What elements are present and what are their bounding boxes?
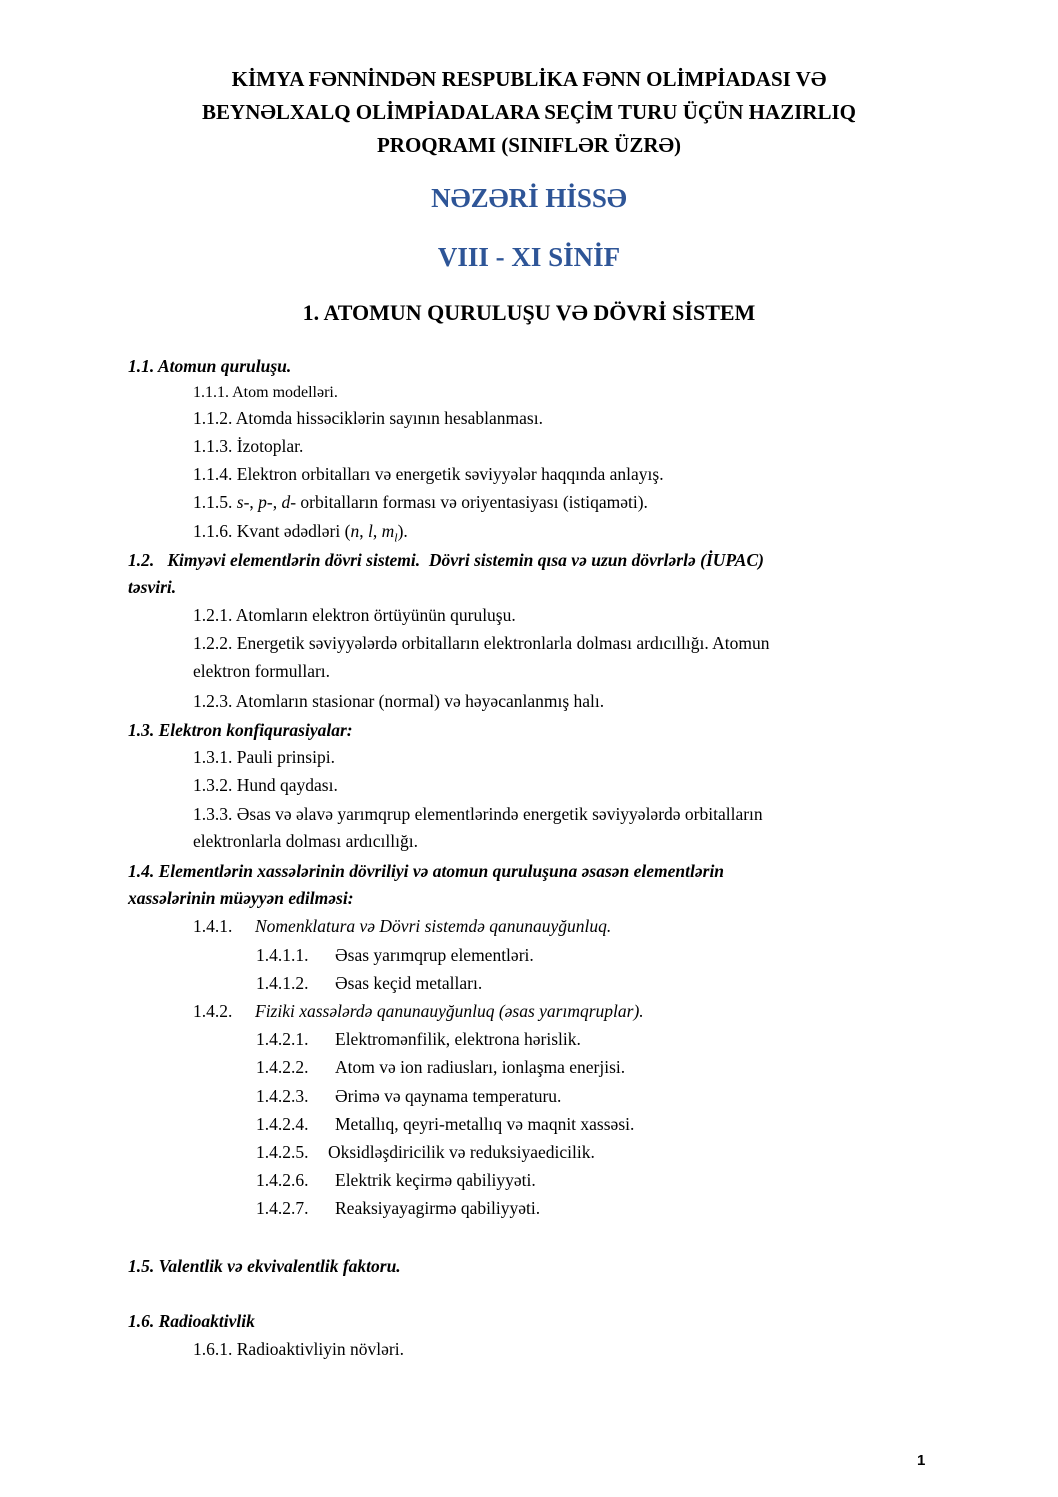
item-1-4-1-2-text: Əsas keçid metalları.: [335, 973, 483, 993]
item-1-4-1: [193, 915, 611, 937]
subsection-1-2-heading-line-1: 1.2. Kimyəvi elementlərin dövri sistemi. Dövri sistemin qısa və uzun dövrlərlə (İUPAC): [128, 550, 764, 570]
item-1-4-2-number: 1.4.2.: [193, 1001, 233, 1021]
item-1-4-2-3-number: 1.4.2.3.: [256, 1086, 309, 1106]
item-1-4-2-6-number: 1.4.2.6.: [256, 1170, 309, 1190]
item-1-4-1-1-text: Əsas yarımqrup elementləri.: [335, 945, 534, 965]
item-1-4-2-text: Fiziki xassələrdə qanunauyğunluq (əsas yarımqruplar).: [255, 1001, 644, 1021]
item-1-4-2-6-text: Elektrik keçirmə qabiliyyəti.: [335, 1170, 536, 1190]
document-title-line-3: PROQRAMI (SINIFLƏR ÜZRƏ): [376, 133, 682, 157]
item-1-4-2-1-text: Elektromənfilik, elektrona hərislik.: [335, 1029, 581, 1049]
subsection-1-3-heading: 1.3. Elektron konfiqurasiyalar:: [128, 720, 353, 740]
item-1-1-3: 1.1.3. İzotoplar.: [193, 436, 304, 456]
item-1-4-2-2-text: Atom və ion radiusları, ionlaşma enerjisi.: [335, 1057, 626, 1077]
grades-heading: VIII - XI SİNİF: [437, 242, 621, 272]
item-1-1-5-number: 1.1.5.: [193, 492, 233, 512]
item-1-4-1-1: [256, 944, 534, 966]
item-1-3-3-line-1: 1.3.3. Əsas və əlavə yarımqrup elementlərində energetik səviyyələrdə orbitalların: [193, 804, 763, 824]
subsection-1-4-heading-line-2: xassələrinin müəyyən edilməsi:: [128, 888, 354, 908]
item-1-2-2-line-1: 1.2.2. Energetik səviyyələrdə orbitalların elektronlarla dolması ardıcıllığı. Atomun: [193, 633, 770, 653]
item-1-4-2-3-text: Ərimə və qaynama temperaturu.: [335, 1086, 562, 1106]
item-1-1-6-m-subscript: l: [394, 530, 398, 545]
document-title-line-2: BEYNƏLXALQ OLİMPİADALARA SEÇİM TURU ÜÇÜN HAZIRLIQ: [202, 100, 856, 124]
page-number: 1: [917, 1452, 926, 1469]
item-1-4-1-text: Nomenklatura və Dövri sistemdə qanunauyğunluq.: [255, 916, 612, 936]
item-1-4-2-4-number: 1.4.2.4.: [256, 1114, 309, 1134]
item-1-1-2: 1.1.2. Atomda hissəciklərin sayının hesablanması.: [193, 408, 543, 428]
item-1-1-6-n: n: [350, 521, 360, 541]
item-1-4-1-1-number: 1.4.1.1.: [256, 945, 309, 965]
item-1-3-1: 1.3.1. Pauli prinsipi.: [193, 747, 335, 767]
item-1-6-1: 1.6.1. Radioaktivliyin növləri.: [193, 1339, 404, 1359]
item-1-1-5-d: d: [281, 492, 291, 512]
item-1-4-2-4: [256, 1113, 634, 1135]
subsection-1-6-heading: 1.6. Radioaktivlik: [128, 1311, 255, 1331]
item-1-1-6-prefix: 1.1.6. Kvant ədədləri (: [193, 521, 351, 541]
item-1-4-2-7-number: 1.4.2.7.: [256, 1198, 309, 1218]
item-1-4-2-1-number: 1.4.2.1.: [256, 1029, 309, 1049]
item-1-1-6-l: l: [367, 521, 373, 541]
subsection-1-5-heading: 1.5. Valentlik və ekvivalentlik faktoru.: [128, 1256, 401, 1276]
item-1-3-2: 1.3.2. Hund qaydası.: [193, 775, 338, 795]
subsection-1-2-heading-line-2: təsviri.: [128, 577, 177, 597]
item-1-4-1-2-number: 1.4.1.2.: [256, 973, 309, 993]
item-1-4-2: [193, 1000, 644, 1022]
subsection-1-1-heading: 1.1. Atomun quruluşu.: [128, 356, 292, 376]
item-1-4-2-2-number: 1.4.2.2.: [256, 1057, 309, 1077]
item-1-4-2-5-number: 1.4.2.5.: [256, 1142, 309, 1162]
subsection-1-4-heading-line-1: 1.4. Elementlərin xassələrinin dövriliyi və atomun quruluşuna əsasən elementlərin: [128, 861, 725, 881]
item-1-4-2-6: [256, 1169, 536, 1191]
item-1-2-2-line-2: elektron formulları.: [193, 661, 331, 681]
part-heading: NƏZƏRİ HİSSƏ: [431, 183, 627, 213]
item-1-1-5-p: p: [258, 492, 267, 512]
section-heading: 1. ATOMUN QURULUŞU VƏ DÖVRİ SİSTEM: [302, 300, 756, 325]
item-1-1-5: 1.1.5. s-, p-, d- orbitalların forması və oriyentasiyası (istiqaməti).: [193, 492, 648, 512]
item-1-4-2-2: [256, 1056, 625, 1078]
item-1-1-4: 1.1.4. Elektron orbitalları və energetik səviyyələr haqqında anlayış.: [193, 464, 664, 484]
item-1-4-2-7: [256, 1197, 540, 1219]
item-1-2-1: 1.2.1. Atomların elektron örtüyünün quruluşu.: [193, 605, 516, 625]
item-1-4-1-2: [256, 972, 482, 994]
item-1-1-5-s: s: [236, 492, 244, 512]
item-1-1-6: 1.1.6. Kvant ədədləri (n, l, $m_l$).: [193, 521, 408, 545]
item-1-2-3: 1.2.3. Atomların stasionar (normal) və həyəcanlanmış halı.: [193, 691, 605, 711]
document-title-line-1: KİMYA FƏNNİNDƏN RESPUBLİKA FƏNN OLİMPİADASI VƏ: [231, 67, 827, 91]
item-1-1-1: 1.1.1. Atom modelləri.: [193, 384, 338, 401]
item-1-1-6-m: m: [381, 521, 395, 541]
item-1-4-1-number: 1.4.1.: [193, 916, 233, 936]
item-1-1-5-text: - orbitalların forması və oriyentasiyası (istiqaməti).: [290, 492, 648, 512]
item-1-4-2-1: [256, 1028, 581, 1050]
item-1-4-2-5-text: Oksidləşdiricilik və reduksiyaedicilik.: [328, 1142, 595, 1162]
item-1-4-2-3: [256, 1085, 561, 1107]
item-1-4-2-4-text: Metallıq, qeyri-metallıq və maqnit xassəsi.: [335, 1114, 635, 1134]
item-1-4-2-7-text: Reaksiyayagirmə qabiliyyəti.: [335, 1198, 541, 1218]
item-1-1-6-suffix: ).: [397, 521, 408, 541]
item-1-3-3-line-2: elektronlarla dolması ardıcıllığı.: [193, 831, 418, 851]
item-1-4-2-5: [256, 1141, 595, 1163]
